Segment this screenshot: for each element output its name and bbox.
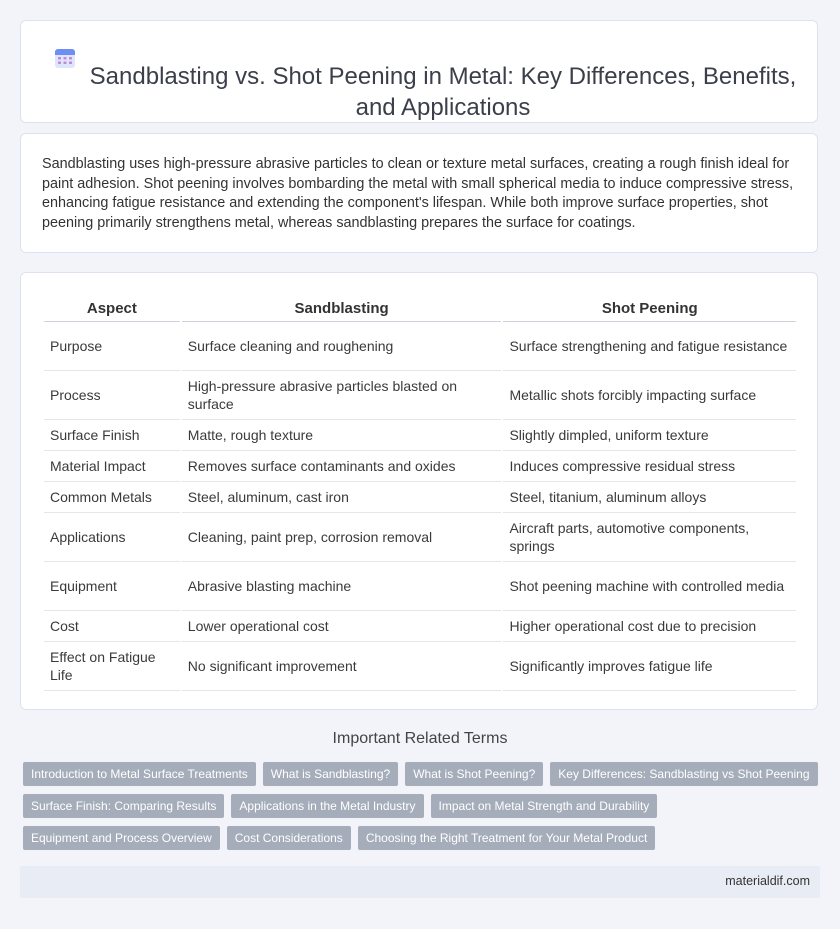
row-shot-peening: Induces compressive residual stress xyxy=(503,451,796,482)
table-row xyxy=(44,562,796,611)
page-title: Sandblasting vs. Shot Peening in Metal: Key Differences, Benefits, and Applications xyxy=(89,63,797,121)
row-shot-peening: Steel, titanium, aluminum alloys xyxy=(503,482,796,513)
row-shot-peening: Shot peening machine with controlled media xyxy=(503,562,796,611)
header-shot-peening: Shot Peening xyxy=(503,295,796,322)
row-sandblasting: No significant improvement xyxy=(182,642,502,691)
row-sandblasting: Removes surface contaminants and oxides xyxy=(182,451,502,482)
row-shot-peening: Surface strengthening and fatigue resistance xyxy=(503,322,796,371)
table-row xyxy=(44,513,796,562)
row-aspect: Surface Finish xyxy=(44,420,180,451)
tag-row xyxy=(23,762,823,786)
row-shot-peening: Aircraft parts, automotive components, springs xyxy=(503,513,796,562)
calendar-grid-icon xyxy=(53,46,77,70)
row-sandblasting: Matte, rough texture xyxy=(182,420,502,451)
row-aspect: Cost xyxy=(44,611,180,642)
related-term-tag[interactable]: Applications in the Metal Industry xyxy=(231,794,423,818)
row-sandblasting: High-pressure abrasive particles blasted on surface xyxy=(182,371,502,420)
header-aspect: Aspect xyxy=(44,295,180,322)
related-term-tag[interactable]: Key Differences: Sandblasting vs Shot Peening xyxy=(550,762,817,786)
comparison-table xyxy=(42,295,798,691)
header-sandblasting: Sandblasting xyxy=(182,295,502,322)
related-term-tag[interactable]: Impact on Metal Strength and Durability xyxy=(431,794,658,818)
row-aspect: Effect on Fatigue Life xyxy=(44,642,180,691)
row-aspect: Common Metals xyxy=(44,482,180,513)
row-shot-peening: Slightly dimpled, uniform texture xyxy=(503,420,796,451)
related-term-tag[interactable]: Introduction to Metal Surface Treatments xyxy=(23,762,256,786)
footer-bar xyxy=(20,866,820,898)
tag-row xyxy=(23,826,823,850)
row-shot-peening: Higher operational cost due to precision xyxy=(503,611,796,642)
table-row xyxy=(44,642,796,691)
row-aspect: Material Impact xyxy=(44,451,180,482)
related-term-tag[interactable]: Cost Considerations xyxy=(227,826,351,850)
row-aspect: Purpose xyxy=(44,322,180,371)
table-row xyxy=(44,371,796,420)
row-shot-peening: Metallic shots forcibly impacting surface xyxy=(503,371,796,420)
row-aspect: Equipment xyxy=(44,562,180,611)
row-sandblasting: Cleaning, paint prep, corrosion removal xyxy=(182,513,502,562)
row-sandblasting: Surface cleaning and roughening xyxy=(182,322,502,371)
row-aspect: Process xyxy=(44,371,180,420)
table-header-row xyxy=(44,295,796,322)
table-row xyxy=(44,482,796,513)
row-sandblasting: Abrasive blasting machine xyxy=(182,562,502,611)
table-row xyxy=(44,611,796,642)
row-aspect: Applications xyxy=(44,513,180,562)
comparison-table-card xyxy=(20,272,818,710)
related-term-tag[interactable]: Equipment and Process Overview xyxy=(23,826,220,850)
intro-card xyxy=(20,133,818,253)
related-terms-heading: Important Related Terms xyxy=(332,730,508,747)
footer-site-name[interactable]: materialdif.com xyxy=(725,874,810,888)
title-card xyxy=(20,20,818,123)
tag-row xyxy=(23,794,823,818)
related-term-tag[interactable]: What is Sandblasting? xyxy=(263,762,398,786)
related-term-tag[interactable]: Surface Finish: Comparing Results xyxy=(23,794,224,818)
row-sandblasting: Steel, aluminum, cast iron xyxy=(182,482,502,513)
table-row xyxy=(44,420,796,451)
row-shot-peening: Significantly improves fatigue life xyxy=(503,642,796,691)
table-row xyxy=(44,322,796,371)
row-sandblasting: Lower operational cost xyxy=(182,611,502,642)
related-term-tag[interactable]: Choosing the Right Treatment for Your Metal Product xyxy=(358,826,656,850)
intro-paragraph: Sandblasting uses high-pressure abrasive particles to clean or texture metal surfaces, creating a rough finish ideal for paint adhesion. Shot peening involves bombarding the metal with small spherical media to induce compressive stress, enhancing fatigue resistance and extending the component's lifespan. While both improve surface properties, shot peening primarily strengthens metal, whereas sandblasting prepares the surface for coatings. xyxy=(42,156,794,231)
table-row xyxy=(44,451,796,482)
related-terms-tags xyxy=(23,762,823,858)
related-term-tag[interactable]: What is Shot Peening? xyxy=(405,762,543,786)
